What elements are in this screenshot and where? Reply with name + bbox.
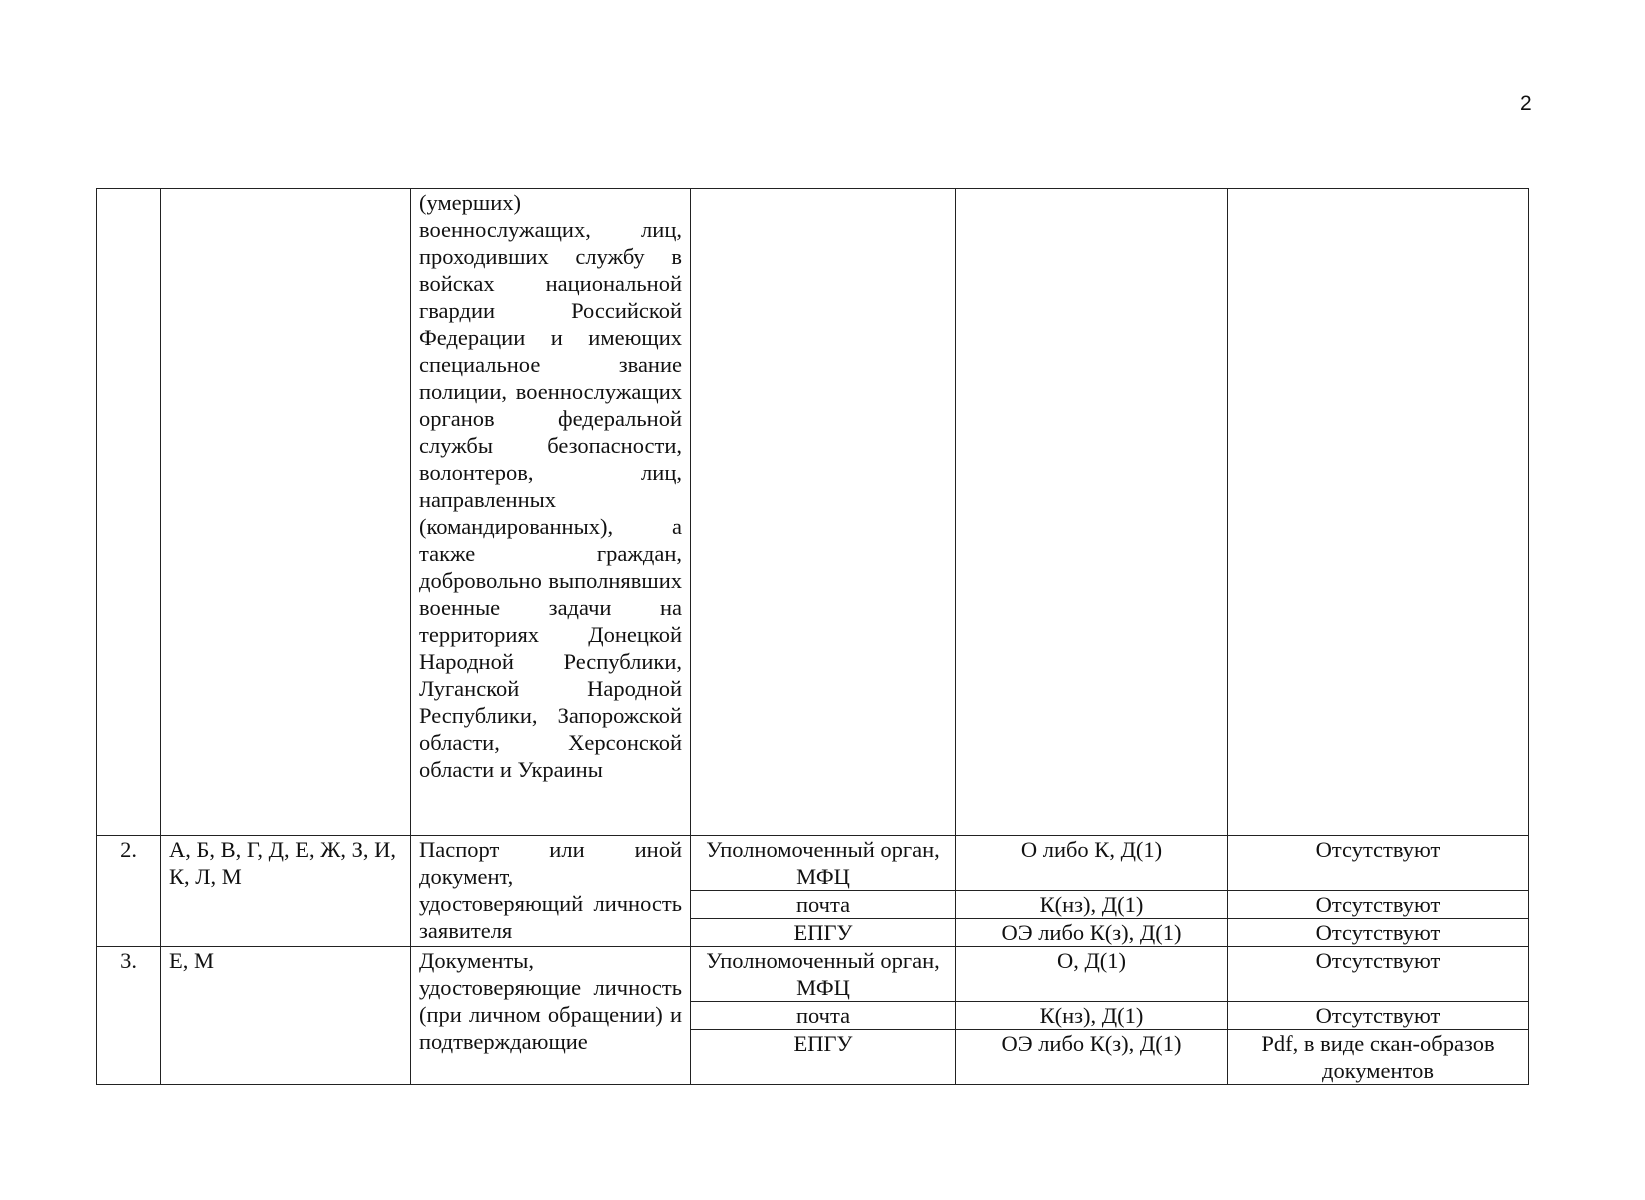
documents-table [96, 188, 1529, 1085]
requirements-cell: Отсутствуют [1228, 891, 1529, 919]
requirements-cell: Отсутствуют [1228, 947, 1529, 1002]
requirements-cell: Отсутствуют [1228, 836, 1529, 891]
categories-cell [161, 189, 411, 836]
page-number: 2 [1520, 92, 1532, 115]
table-row [97, 947, 1529, 1002]
channel-cell: ЕПГУ [691, 919, 956, 947]
form-cell: О, Д(1) [956, 947, 1228, 1002]
table-row [97, 189, 1529, 836]
categories-cell: А, Б, В, Г, Д, Е, Ж, З, И, К, Л, М [161, 836, 411, 947]
channel-cell: ЕПГУ [691, 1030, 956, 1085]
form-cell: О либо К, Д(1) [956, 836, 1228, 891]
channel-cell: Уполномоченный орган, МФЦ [691, 836, 956, 891]
row-number-cell: 2. [97, 836, 161, 947]
form-cell: К(нз), Д(1) [956, 1002, 1228, 1030]
form-cell: ОЭ либо К(з), Д(1) [956, 919, 1228, 947]
channel-cell: почта [691, 891, 956, 919]
requirements-cell: Отсутствуют [1228, 919, 1529, 947]
requirements-cell: Отсутствуют [1228, 1002, 1529, 1030]
categories-cell: Е, М [161, 947, 411, 1085]
document-name-cell: Документы, удостоверяющие личность (при личном обращении) и подтверждающие [411, 947, 691, 1085]
row-number-cell: 3. [97, 947, 161, 1085]
requirements-cell: Pdf, в виде скан-образов документов [1228, 1030, 1529, 1085]
document-name-cell: Паспорт или иной документ, удостоверяющий личность заявителя [411, 836, 691, 947]
table-row [97, 836, 1529, 891]
form-cell [956, 189, 1228, 836]
form-cell: ОЭ либо К(з), Д(1) [956, 1030, 1228, 1085]
row-number-cell [97, 189, 161, 836]
channel-cell: Уполномоченный орган, МФЦ [691, 947, 956, 1002]
requirements-cell [1228, 189, 1529, 836]
channel-cell: почта [691, 1002, 956, 1030]
channel-cell [691, 189, 956, 836]
document-name-cell: (умерших) военнослужащих, лиц, проходивших службу в войсках национальной гвардии Российской Федерации и имеющих специальное звание полиции, военнослужащих органов федеральной службы безопасности, волонтеров, лиц, направленных (командированных), а также граждан, добровольно выполнявших военные задачи на территориях Донецкой Народной Республики, Луганской Народной Республики, Запорожской области, Херсонской области и Украины [411, 189, 691, 836]
form-cell: К(нз), Д(1) [956, 891, 1228, 919]
